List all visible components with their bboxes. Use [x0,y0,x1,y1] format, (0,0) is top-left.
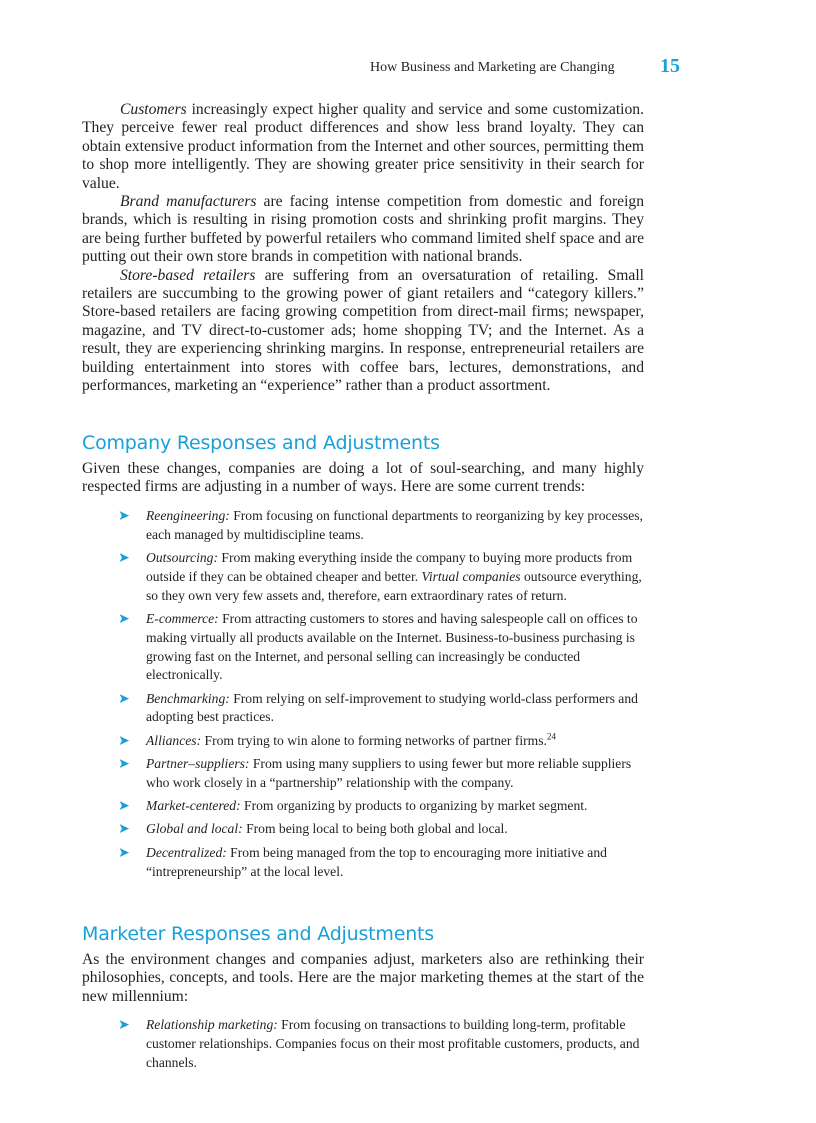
section-intro: As the environment changes and companies adjust, marketers also are rethinking their philosophies, concepts, and tools. Here are the major marketing themes at the start of the new millennium: [82,951,644,1005]
arrow-bullet-icon: ➤ [118,798,130,815]
item-text: From attracting customers to stores and having salespeople call on offices to making virtually all products available on the Internet. Business-to-business purchasing is growing fast on the Internet, and personal selling can increasingly be conducted electronically. [146,610,638,683]
item-lead: Partner–suppliers: [146,756,250,772]
paragraph-brand-manufacturers [82,193,644,267]
arrow-bullet-icon: ➤ [118,1017,130,1033]
item-text: outsource everything, so they own very few assets and, therefore, earn extraordinary rates of return. [146,568,642,603]
list-item [118,690,643,728]
item-lead: Benchmarking: [146,690,230,706]
marketing-themes-list [118,1016,643,1077]
item-lead: E-commerce: [146,610,219,626]
item-lead: Reengineering: [146,508,230,523]
paragraph-text: increasingly expect higher quality and service and some customization. They perceive fewer real product differences and show less brand loyalty. They can obtain extensive product information from the Internet and other sources, permitting them to shop more intelligently. They are showing greater price sensitivity in their search for value. [82,101,644,192]
list-item [118,755,643,793]
section-intro: Given these changes, companies are doing a lot of soul-searching, and many highly respected firms are adjusting in a number of ways. Here are some current trends: [82,460,644,496]
item-text: From using many suppliers to using fewer but more reliable suppliers who work closely in a “partnership” relationship with the company. [146,756,632,790]
item-lead: Market-centered: [146,798,241,814]
list-item [118,1016,643,1072]
arrow-bullet-icon: ➤ [118,844,130,861]
paragraph-customers [82,101,644,193]
item-text: From organizing by products to organizing by market segment. [240,798,588,814]
item-lead: Outsourcing: [146,550,218,566]
section-heading-company: Company Responses and Adjustments [82,432,440,454]
arrow-bullet-icon: ➤ [118,821,130,838]
company-trends-list [118,507,643,886]
item-lead: Alliances: [146,732,202,748]
arrow-bullet-icon: ➤ [118,610,130,627]
lead-term: Customers [120,101,187,118]
item-text: From being local to being both global and local. [242,821,508,837]
item-text: From trying to win alone to forming networks of partner firms. [201,732,547,748]
item-term: Virtual companies [421,568,521,584]
item-lead: Global and local: [146,821,243,837]
arrow-bullet-icon: ➤ [118,756,130,773]
arrow-bullet-icon: ➤ [118,690,130,707]
item-text: From being managed from the top to encouraging more initiative and “intrepreneurship” at the local level. [146,844,607,879]
list-item [118,732,643,751]
arrow-bullet-icon: ➤ [118,550,130,567]
paragraph-text: are suffering from an oversaturation of retailing. Small retailers are succumbing to the growing power of giant retailers and “category killers.” Store-based retailers are facing growing competition from direct-mail firms; newspaper, magazine, and TV direct-to-customer ads; home shopping TV; and the Internet. As a result, they are experiencing shrinking margins. In response, entrepreneurial retailers are building entertainment into stores with coffee bars, lectures, demonstrations, and performances, marketing an “experience” rather than a product assortment. [82,266,644,395]
list-item [118,797,643,816]
item-text: From focusing on transactions to building long-term, profitable customer relationships. Companies focus on their most profitable customers, products, and channels. [146,1017,640,1070]
page-number: 15 [660,55,680,77]
item-text: From focusing on functional departments to reorganizing by key processes, each managed by multidiscipline teams. [146,508,643,542]
item-lead: Decentralized: [146,844,227,860]
section-heading-marketer: Marketer Responses and Adjustments [82,923,435,945]
item-lead: Relationship marketing: [146,1017,278,1032]
list-item [118,820,643,839]
list-item [118,610,643,685]
item-text: From relying on self-improvement to studying world-class performers and adopting best practices. [146,690,638,725]
lead-term: Brand manufacturers [120,193,257,211]
list-item [118,507,643,545]
paragraph-store-retailers [82,267,644,396]
list-item [118,549,643,605]
body-text [82,101,644,396]
footnote-ref[interactable]: 24 [546,731,556,742]
running-header: How Business and Marketing are Changing [370,60,615,75]
paragraph-text: are facing intense competition from domestic and foreign brands, which is resulting in rising promotion costs and shrinking profit margins. They are being further buffeted by powerful retailers who command limited shelf space and are putting out their own store brands in competition with national brands. [82,193,645,266]
lead-term: Store-based retailers [120,266,256,284]
arrow-bullet-icon: ➤ [118,732,130,749]
item-text: From making everything inside the company to buying more products from outside if they can be obtained cheaper and better. [146,550,633,584]
list-item [118,844,643,882]
arrow-bullet-icon: ➤ [118,508,130,524]
